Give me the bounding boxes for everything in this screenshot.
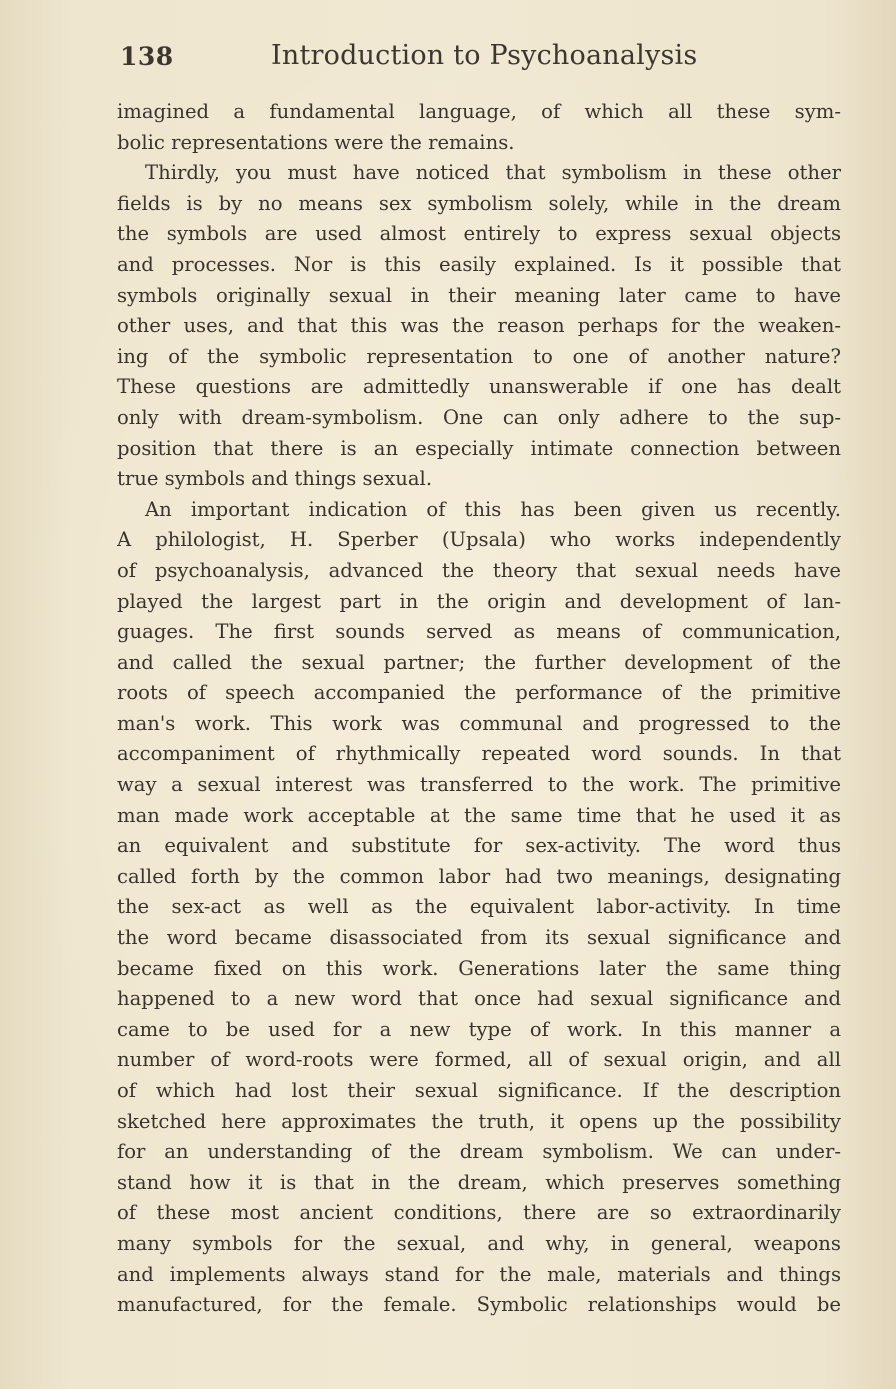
text-line: fields is by no means sex symbolism solely, while in the dream	[117, 191, 841, 215]
text-line: came to be used for a new type of work. In this manner a	[117, 1017, 841, 1041]
page-number: 138	[120, 42, 174, 71]
text-line: happened to a new word that once had sexual significance and	[117, 987, 841, 1011]
text-line: guages. The first sounds served as means of communication,	[117, 620, 841, 644]
text-line: the word became disassociated from its sexual significance and	[117, 926, 841, 950]
text-line: true symbols and things sexual.	[117, 467, 433, 491]
text-line: roots of speech accompanied the performance of the primitive	[117, 681, 841, 705]
text-line: These questions are admittedly unanswerable if one has dealt	[117, 375, 841, 399]
text-line: of psychoanalysis, advanced the theory that sexual needs have	[117, 558, 841, 582]
text-line: accompaniment of rhythmically repeated word sounds. In that	[117, 742, 841, 766]
text-line: called forth by the common labor had two meanings, designating	[117, 864, 841, 888]
text-line: number of word-roots were formed, all of sexual origin, and all	[117, 1048, 841, 1072]
text-line: and processes. Nor is this easily explained. Is it possible that	[117, 252, 841, 276]
text-line: symbols originally sexual in their meaning later came to have	[117, 283, 841, 307]
text-line: other uses, and that this was the reason perhaps for the weaken-	[117, 314, 841, 338]
text-line: An important indication of this has been given us recently.	[145, 497, 841, 521]
text-line: sketched here approximates the truth, it opens up the possibility	[117, 1109, 841, 1133]
text-line: imagined a fundamental language, of which all these sym-	[117, 100, 841, 123]
text-line: man made work acceptable at the same time that he used it as	[117, 803, 841, 827]
text-line: many symbols for the sexual, and why, in general, weapons	[117, 1231, 841, 1255]
text-line: the sex-act as well as the equivalent labor-activity. In time	[117, 895, 841, 919]
text-line: man's work. This work was communal and progressed to the	[117, 711, 841, 735]
text-line: way a sexual interest was transferred to the work. The primitive	[117, 773, 841, 797]
text-line: stand how it is that in the dream, which preserves something	[117, 1170, 841, 1194]
running-title: Introduction to Psychoanalysis	[271, 40, 698, 71]
text-line: for an understanding of the dream symbolism. We can under-	[117, 1140, 841, 1164]
text-line: position that there is an especially intimate connection between	[117, 436, 841, 460]
running-head	[120, 38, 840, 82]
text-line: an equivalent and substitute for sex-activity. The word thus	[117, 834, 841, 858]
body-text	[117, 97, 841, 1321]
text-line: manufactured, for the female. Symbolic relationships would be	[117, 1293, 841, 1317]
text-line: bolic representations were the remains.	[117, 130, 515, 154]
text-line: of which had lost their sexual significance. If the description	[117, 1079, 841, 1102]
text-line: only with dream-symbolism. One can only adhere to the sup-	[117, 405, 841, 429]
text-line: of these most ancient conditions, there are so extraordinarily	[117, 1201, 841, 1225]
text-line: the symbols are used almost entirely to express sexual objects	[117, 222, 841, 246]
text-line: Thirdly, you must have noticed that symbolism in these other	[145, 161, 841, 185]
text-line: and implements always stand for the male, materials and things	[117, 1262, 841, 1286]
text-line: became fixed on this work. Generations later the same thing	[117, 956, 841, 980]
text-line: and called the sexual partner; the further development of the	[117, 650, 841, 674]
text-line: ing of the symbolic representation to one of another nature?	[117, 344, 841, 368]
text-line: A philologist, H. Sperber (Upsala) who works independently	[117, 528, 841, 552]
text-line: played the largest part in the origin and development of lan-	[117, 589, 841, 613]
